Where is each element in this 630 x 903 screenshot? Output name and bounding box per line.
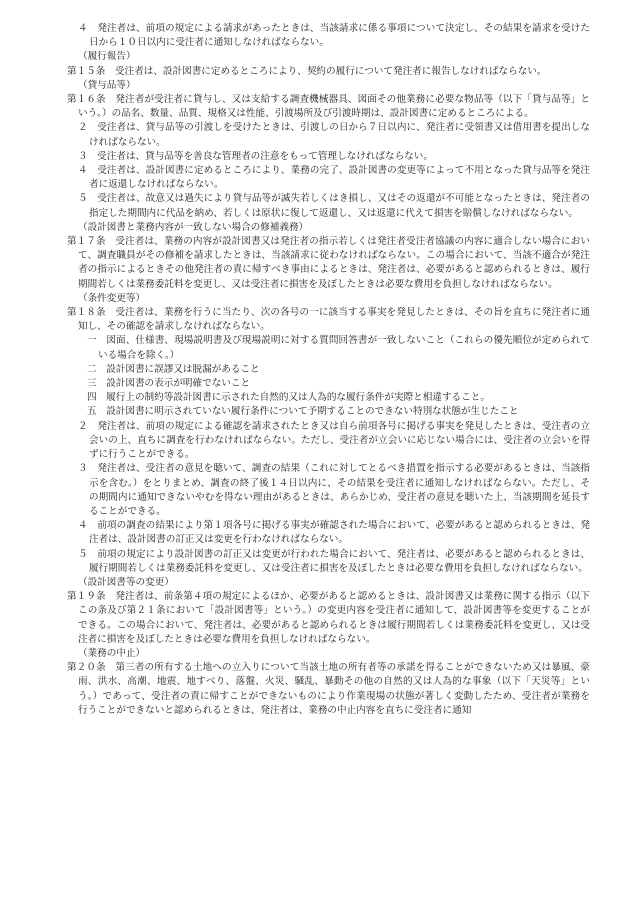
doc-article-4: 第１６条 発注者が受注者に貸与し、又は支給する調査機械器具、図面その他業務に必要な物品等（以下「貸与品等」という。）の品名、数量、品質、規格又は性能、引渡場所及び引渡時期は、設計図書に定めるところによる。 bbox=[67, 94, 590, 120]
doc-item-13: 一 図面、仕様書、現場説明書及び現場説明に対する質問回答書が一致しないこと（これらの優先順位が定められている場合を除く。） bbox=[87, 335, 590, 361]
doc-para-19: ３ 発注者は、受注者の意見を聴いて、調査の結果（これに対してとるべき措置を指示する必要があるときは、当該指示を含む。）をとりまとめ、調査の終了後１４日以内に、その結果を受注者に通知しなければならない。ただし、その期間内に通知できないやむを得ない理由があるときは、あらかじめ、受注者の意見を聴いた上、当該期間を延長することができる。 bbox=[78, 463, 590, 517]
doc-para-21: ５ 前項の規定により設計図書の訂正又は変更が行われた場合において、発注者は、必要があると認められるときは、履行期間若しくは業務委託料を変更し、又は受注者に損害を及ぼしたときは必要な費用を負担しなければならない。 bbox=[78, 548, 590, 574]
doc-item-17: 五 設計図書に明示されていない履行条件について予期することのできない特別な状態が生じたこと bbox=[87, 406, 519, 418]
doc-head-22: （設計図書等の変更） bbox=[78, 576, 174, 588]
doc-para-8: ５ 受注者は、故意又は過失により貸与品等が滅失若しくはき損し、又はその返還が不可能となったときは、発注者の指定した期間内に代品を納め、若しくは原状に復して返還し、又は返還に代えて損害を賠償しなければならない。 bbox=[78, 193, 590, 219]
doc-article-23: 第１９条 発注者は、前条第４項の規定によるほか、必要があると認めるときは、設計図書又は業務に関する指示（以下この条及び第２１条において「設計図書等」という。）の変更内容を受注者に通知して、設計図書等を変更することができる。この場合において、発注者は、必要があると認められるときは履行期間若しくは業務委託料を変更し、又は受注者に損害を及ぼしたときは必要な費用を負担しなければならない。 bbox=[67, 591, 590, 645]
doc-head-11: （条件変更等） bbox=[78, 292, 146, 304]
doc-para-7: ４ 受注者は、設計図書に定めるところにより、業務の完了、設計図書の変更等によって不用となった貸与品等を発注者に返還しなければならない。 bbox=[78, 165, 590, 191]
doc-article-25: 第２０条 第三者の所有する土地への立入りについて当該土地の所有者等の承諾を得ることができないため又は暴風、豪雨、洪水、高潮、地震、地すべり、落盤、火災、騒乱、暴動その他の自然的又は人為的な事象（以下「天災等」という。）であって、受注者の責に帰すことができないものにより作業現場の状態が著しく変動したため、受注者が業務を行うことができないと認められるときは、発注者は、業務の中止内容を直ちに受注者に通知 bbox=[67, 662, 590, 716]
doc-head-24: （業務の中止） bbox=[78, 647, 146, 659]
doc-item-15: 三 設計図書の表示が明確でないこと bbox=[87, 378, 251, 390]
doc-head-9: （設計図書と業務内容が一致しない場合の修補義務） bbox=[78, 221, 309, 233]
doc-article-10: 第１７条 受注者は、業務の内容が設計図書又は発注者の指示若しくは発注者受注者協議の内容に適合しない場合において、調査職員がその修補を請求したときは、当該請求に従わなければならない。この場合において、当該不適合が発注者の指示によるときその他発注者の責に帰すべき事由によるときは、発注者は、必要があると認められるときは、履行期間若しくは業務委託料を変更し、又は受注者に損害を及ぼしたときは必要な費用を負担しなければならない。 bbox=[67, 236, 590, 290]
doc-item-14: 二 設計図書に誤謬又は脱漏があること bbox=[87, 363, 260, 375]
doc-para-6: ３ 受注者は、貸与品等を善良な管理者の注意をもって管理しなければならない。 bbox=[78, 150, 433, 162]
doc-head-3: （貸与品等） bbox=[78, 79, 136, 91]
doc-para-0: ４ 発注者は、前項の規定による請求があったときは、当該請求に係る事項について決定し、その結果を請求を受けた日から１０日以内に受注者に通知しなければならない。 bbox=[78, 23, 590, 49]
doc-article-12: 第１８条 受注者は、業務を行うに当たり、次の各号の一に該当する事実を発見したときは、その旨を直ちに発注者に通知し、その確認を請求しなければならない。 bbox=[67, 307, 590, 333]
doc-head-1: （履行報告） bbox=[78, 51, 136, 63]
doc-article-2: 第１５条 受注者は、設計図書に定めるところにより、契約の履行について発注者に報告しなければならない。 bbox=[67, 65, 547, 77]
doc-item-16: 四 履行上の制約等設計図書に示された自然的又は人為的な履行条件が実際と相違すること。 bbox=[87, 392, 490, 404]
doc-para-20: ４ 前項の調査の結果により第１項各号に掲げる事実が確認された場合において、必要があると認められるときは、発注者は、設計図書の訂正又は変更を行わなければならない。 bbox=[78, 520, 590, 546]
doc-para-18: ２ 発注者は、前項の規定による確認を請求されたとき又は自ら前項各号に掲げる事実を発見したときは、受注者の立会いの上、直ちに調査を行わなければならない。ただし、受注者が立会いに応じない場合には、受注者の立会いを得ずに行うことができる。 bbox=[78, 420, 590, 461]
doc-para-5: ２ 受注者は、貸与品等の引渡しを受けたときは、引渡しの日から７日以内に、発注者に受領書又は借用書を提出しなければならない。 bbox=[78, 122, 590, 148]
